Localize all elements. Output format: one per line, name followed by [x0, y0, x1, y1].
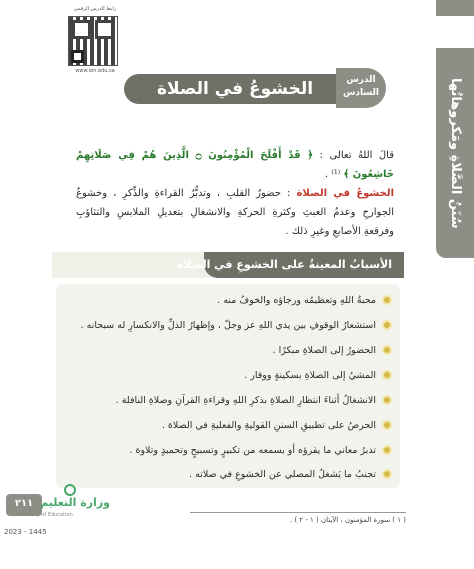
- section-title: الأسبابُ المعينةُ على الخشوعِ في الصلاة: [176, 258, 392, 271]
- list-item-text: استشعارُ الوقوفِ بين يدي اللهِ عز وجلّ ، وإظهارُ الذلِّ والانكسارِ له سبحانه .: [80, 319, 376, 331]
- ministry-name: وزارة التعليم: [40, 496, 110, 509]
- footnote-mark: ⁽¹⁾: [331, 169, 341, 180]
- list-item: [64, 290, 392, 310]
- list-item: [64, 315, 392, 335]
- section-header: [52, 252, 404, 278]
- list-item: [64, 365, 392, 385]
- reasons-list: [56, 284, 400, 488]
- ministry-name-en: Ministry of Education: [20, 512, 73, 518]
- bullet-icon: [382, 395, 392, 405]
- qr-label: رابط الدرس الرقمي: [73, 6, 117, 12]
- edition-year: 2023 - 1445: [4, 528, 47, 536]
- list-item: [64, 464, 392, 484]
- intro-period: .: [324, 169, 329, 180]
- definition-text: : حضورُ القلبِ ، وتدبُّرُ القراءةِ والذِّكرِ ، وخشوعُ الجوارحِ وعدمُ العبثِ وكثرةِ الحركةِ والانشغالِ بتعديلِ الملابسِ والتثاؤبِ وفرقعةِ الأصابعِ وغيرِ ذلك .: [76, 188, 394, 237]
- bullet-icon: [382, 345, 392, 355]
- intro-lead: قالَ اللهُ تعالى :: [313, 150, 394, 161]
- list-item-text: الحضورُ إلى الصلاةِ مبكرًا .: [272, 344, 376, 356]
- intro-paragraph: [76, 146, 394, 241]
- lesson-header: [124, 66, 386, 112]
- list-item: [64, 340, 392, 360]
- lesson-number-badge: [336, 68, 386, 108]
- list-item-text: تجنبُ ما يَشغلُ المصلي عن الخشوعِ في صلاته .: [189, 468, 376, 480]
- list-item-text: محبةُ اللهِ وتعظيمُه ورجاؤه والخوفُ منه .: [217, 294, 376, 306]
- list-item-text: الانشغالُ أثناءَ انتظارِ الصلاةِ بذكرِ اللهِ وقراءةِ القرآنِ وصلاةِ النافلة .: [115, 394, 376, 406]
- qr-corner: [71, 50, 84, 63]
- list-item: [64, 440, 392, 460]
- footnote: ( ١ ) سورة المؤمنون ، الآيتان ( ١ - ٢ ) .: [289, 516, 406, 524]
- list-item-text: تدبرُ معاني ما يقرؤه أو يسمعه من تكبيرٍ وتسبيحٍ وتحميدٍ وتلاوة .: [129, 444, 376, 456]
- quran-verse: ﴿ قَدْ أَفْلَحَ الْمُؤْمِنُونَ ۝ الَّذِينَ هُمْ فِي صَلَاتِهِمْ خَاشِعُونَ ﴾: [76, 150, 394, 180]
- lesson-number-label: الدرس السادس: [342, 75, 380, 98]
- unit-title: سُنَنُ الصَّلاةِ ومَكروهاتُها: [448, 77, 463, 229]
- list-item: [64, 415, 392, 435]
- definition-term: الخشوعُ في الصلاة: [296, 188, 394, 199]
- top-corner-tab: [436, 0, 474, 16]
- page-number: ٢١١: [14, 498, 34, 509]
- bullet-icon: [382, 420, 392, 430]
- list-item-text: الحرصُ على تطبيقِ السننِ القوليةِ والفعليةِ في الصلاة .: [161, 419, 376, 431]
- qr-url: www.ien.edu.sa: [75, 68, 115, 74]
- bullet-icon: [382, 445, 392, 455]
- bullet-icon: [382, 469, 392, 479]
- list-item-text: المشيُ إلى الصلاةِ بسكينةٍ ووقار .: [244, 369, 376, 381]
- bullet-icon: [382, 295, 392, 305]
- bullet-icon: [382, 370, 392, 380]
- ministry-logo-icon: [64, 484, 76, 496]
- list-item: [64, 390, 392, 410]
- bullet-icon: [382, 320, 392, 330]
- lesson-title: الخشوعُ في الصلاة: [156, 79, 314, 99]
- footnote-divider: [190, 512, 406, 513]
